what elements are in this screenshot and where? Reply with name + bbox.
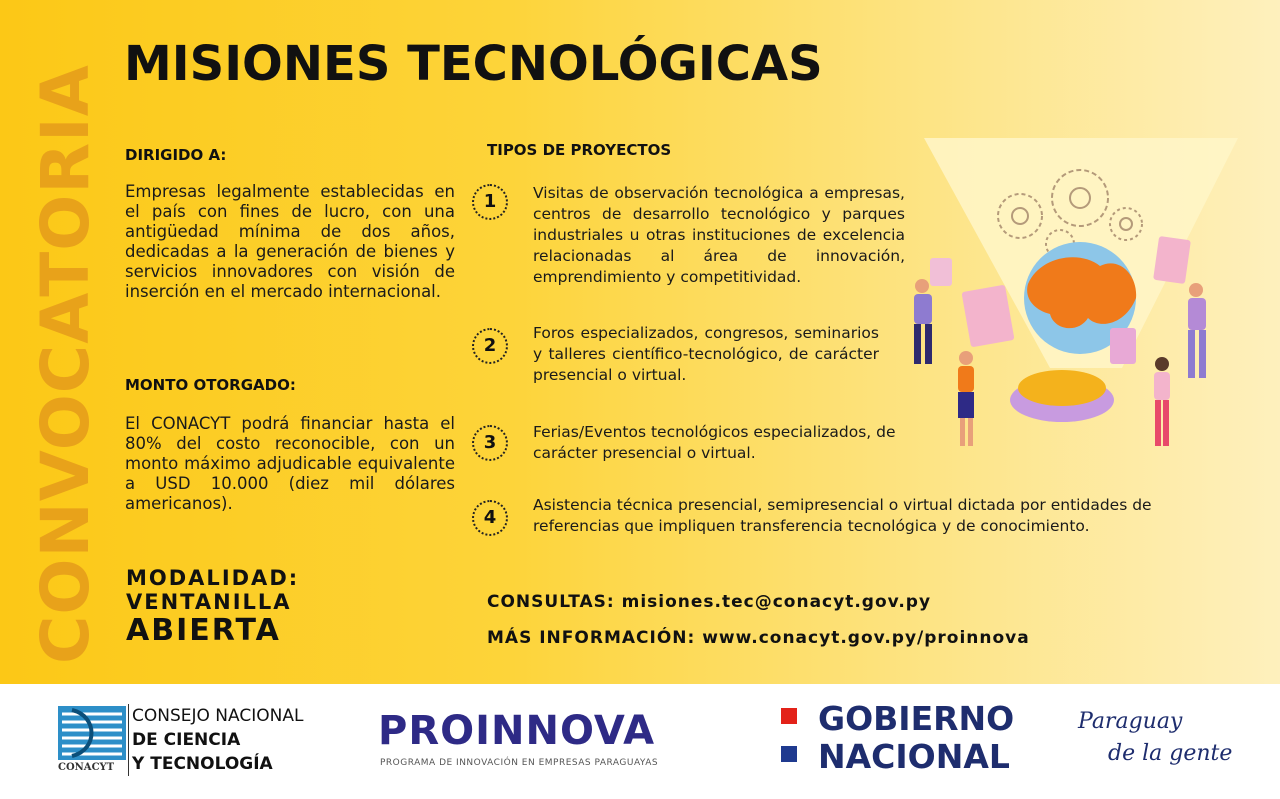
paraguay-de-la-gente-logo xyxy=(1078,706,1232,770)
item-text-3: Ferias/Eventos tecnológicos especializados, de carácter presencial o virtual. xyxy=(533,423,896,462)
person-bottom-right-icon xyxy=(1154,357,1170,446)
person-center-icon xyxy=(958,351,974,446)
conacyt-line-2: DE CIENCIA xyxy=(132,730,241,750)
item-text-4: Asistencia técnica presencial, semipresencial o virtual dictada por entidades de referencias que impliquen transferencia tecnológica y de conocimiento. xyxy=(533,496,1152,535)
page-title: MISIONES TECNOLÓGICAS xyxy=(124,36,823,92)
gobierno-line-2: NACIONAL xyxy=(818,737,1010,776)
mas-informacion-link: MÁS INFORMACIÓN: www.conacyt.gov.py/proinnova xyxy=(487,628,1030,648)
item-number-2: 2 xyxy=(472,328,508,364)
modalidad-block xyxy=(126,566,299,648)
flag-red-square xyxy=(781,708,797,724)
gobierno-nacional-logo xyxy=(818,700,1014,776)
person-left-icon xyxy=(914,279,932,364)
paraguay-line-2: de la gente xyxy=(1108,741,1233,766)
item-number-3: 3 xyxy=(472,425,508,461)
conacyt-acronym: CONACYT xyxy=(58,762,115,773)
conacyt-logo-icon xyxy=(58,706,126,760)
consultas-email: CONSULTAS: misiones.tec@conacyt.gov.py xyxy=(487,592,932,612)
proinnova-logo: PROINNOVA xyxy=(378,708,656,754)
modalidad-label: MODALIDAD: xyxy=(126,566,300,590)
flag-blue-square xyxy=(781,746,797,762)
person-right-icon xyxy=(1188,283,1206,378)
conacyt-name xyxy=(132,704,303,776)
pedestal-top xyxy=(1018,370,1106,406)
item-number-4: 4 xyxy=(472,500,508,536)
tipos-heading: TIPOS DE PROYECTOS xyxy=(487,141,672,159)
conacyt-line-1: CONSEJO NACIONAL xyxy=(132,706,304,726)
monto-heading: MONTO OTORGADO: xyxy=(125,376,296,394)
paraguay-line-1: Paraguay xyxy=(1078,709,1183,734)
gobierno-line-1: GOBIERNO xyxy=(818,699,1015,738)
data-panel-top-left xyxy=(930,258,952,286)
data-panel-small xyxy=(1110,328,1136,364)
monto-text: El CONACYT podrá financiar hasta el 80% del costo reconocible, con un monto máximo adjudicable equivalente a USD 10.000 (diez mil dólares americanos). xyxy=(125,414,455,513)
dirigido-text: Empresas legalmente establecidas en el país con fines de lucro, con una antigüedad mínima de dos años, dedicadas a la generación de bienes y servicios innovadores con visión de inserción en el mercado internacional. xyxy=(125,182,455,301)
data-panel-right xyxy=(1153,236,1191,284)
dirigido-heading: DIRIGIDO A: xyxy=(125,146,227,164)
modalidad-value-2: ABIERTA xyxy=(126,613,281,648)
vertical-label: CONVOCATORIA xyxy=(27,64,104,664)
proinnova-subtitle: PROGRAMA DE INNOVACIÓN EN EMPRESAS PARAGUAYAS xyxy=(380,758,659,768)
footer-logos xyxy=(0,684,1280,799)
item-text-1: Visitas de observación tecnológica a empresas, centros de desarrollo tecnológico y parques industriales u otras instituciones de excelencia relacionadas al área de innovación, emprendimiento y competitividad. xyxy=(533,184,905,286)
technology-illustration xyxy=(900,138,1270,458)
item-number-1: 1 xyxy=(472,184,508,220)
conacyt-divider xyxy=(128,704,129,776)
data-panel-left xyxy=(961,285,1014,348)
modalidad-value-1: VENTANILLA xyxy=(126,590,292,614)
item-text-2: Foros especializados, congresos, seminarios y talleres científico-tecnológico, de carácter presencial o virtual. xyxy=(533,324,879,384)
conacyt-line-3: Y TECNOLOGÍA xyxy=(132,754,273,774)
